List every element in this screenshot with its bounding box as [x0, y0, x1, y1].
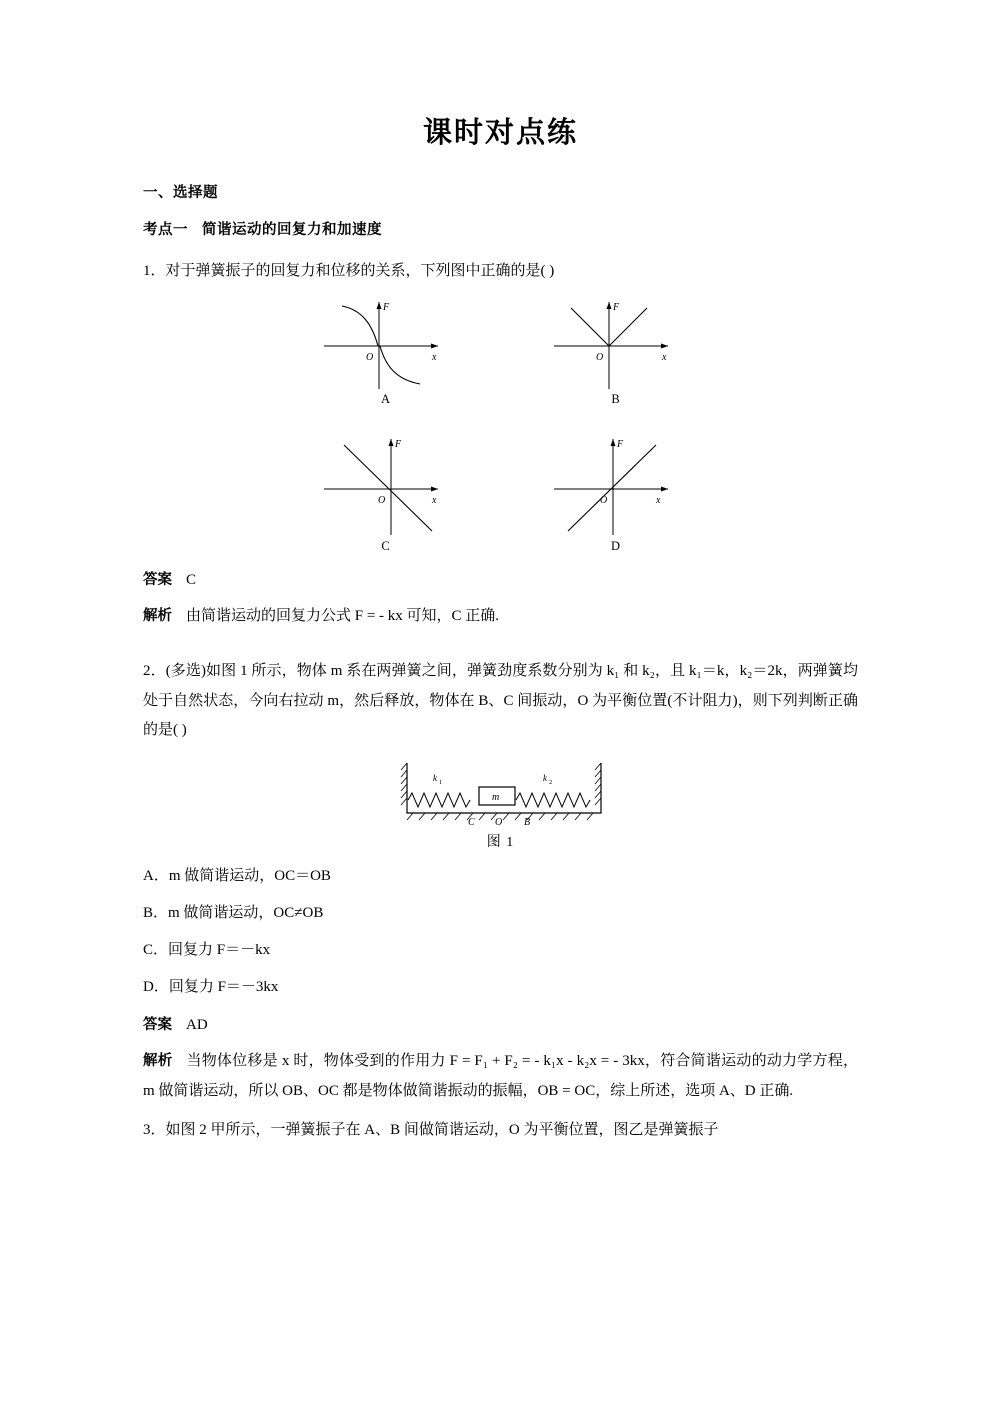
- explain-label-2: 解析: [143, 1053, 173, 1069]
- question-2-text: (多选)如图 1 所示，物体 m 系在两弹簧之间，弹簧劲度系数分别为 k₁ 和 k₂，且 k₁＝k，k₂＝2k，两弹簧均处于自然状态，今向右拉动 m，然后释放，物体在 B、C 间振动，O 为平衡位置(不计阻力)，则下列判断正确的是( ): [143, 663, 858, 738]
- graph-C-svg: [286, 431, 486, 541]
- svg-text:x: x: [431, 495, 436, 507]
- graph-B-caption: B: [611, 392, 620, 407]
- kaodian-heading: [143, 218, 858, 239]
- graph-D: [516, 431, 716, 554]
- svg-text:x: x: [661, 352, 666, 364]
- svg-text:O: O: [599, 495, 607, 507]
- question-1-answer: [143, 568, 858, 589]
- graph-A-caption: A: [380, 392, 391, 407]
- question-1-graphs: [286, 294, 716, 554]
- graph-D-caption: D: [610, 539, 621, 554]
- svg-text:B: B: [523, 817, 530, 827]
- svg-text:m: m: [491, 792, 499, 803]
- svg-text:O: O: [377, 495, 385, 507]
- question-2-stem: [143, 657, 858, 745]
- question-1-text: 对于弹簧振子的回复力和位移的关系，下列图中正确的是( ): [165, 263, 555, 279]
- graph-B-svg: [516, 294, 716, 394]
- section-heading: 一、选择题: [143, 185, 218, 201]
- svg-text:k: k: [432, 773, 437, 783]
- spring-block-diagram: [371, 755, 631, 827]
- question-2-option-d: D．回复力 F＝－3kx: [143, 979, 279, 995]
- graph-C: [286, 431, 486, 554]
- question-1-explanation: [143, 601, 858, 631]
- question-2-explanation: [143, 1046, 858, 1106]
- question-1-explanation-text: 由简谐运动的回复力公式 F = - kx 可知，C 正确.: [186, 608, 500, 625]
- explain-label: 解析: [143, 608, 172, 625]
- graph-A-svg: [286, 294, 486, 394]
- graph-D-svg: [516, 431, 716, 541]
- document-content: [143, 110, 858, 1151]
- graph-B: [516, 294, 716, 407]
- page-title: 课时对点练: [422, 115, 578, 149]
- svg-text:O: O: [365, 352, 373, 364]
- question-2-option-b: B．m 做简谐运动，OC≠OB: [143, 905, 324, 921]
- question-1-number: 1．: [143, 263, 166, 279]
- svg-text:C: C: [467, 817, 475, 827]
- question-3-text: 如图 2 甲所示，一弹簧振子在 A、B 间做简谐运动，O 为平衡位置，图乙是弹簧振子: [165, 1122, 719, 1138]
- answer-label-2: 答案: [143, 1017, 172, 1033]
- graph-C-caption: C: [381, 539, 390, 554]
- svg-text:O: O: [494, 817, 502, 827]
- question-1-answer-value: C: [186, 572, 197, 589]
- svg-text:F: F: [612, 302, 619, 314]
- question-2-answer-value: AD: [186, 1017, 208, 1033]
- question-1-stem: [143, 257, 858, 286]
- question-2-option-a: A．m 做简谐运动，OC＝OB: [143, 868, 331, 884]
- svg-text:2: 2: [548, 779, 552, 786]
- svg-text:F: F: [382, 302, 389, 314]
- question-3-stem: [143, 1116, 858, 1145]
- svg-text:F: F: [394, 439, 401, 451]
- question-2-figure: [143, 755, 858, 851]
- svg-text:x: x: [655, 495, 660, 507]
- graph-A: [286, 294, 486, 407]
- answer-label: 答案: [143, 572, 172, 589]
- question-3-number: 3．: [143, 1122, 166, 1138]
- figure-1-caption: 图 1: [486, 835, 515, 850]
- svg-text:1: 1: [438, 779, 442, 786]
- question-2-answer: [143, 1013, 858, 1034]
- svg-text:O: O: [595, 352, 603, 364]
- svg-text:k: k: [542, 773, 547, 783]
- kaodian-label: 考点一: [143, 222, 188, 238]
- question-2-option-c: C．回复力 F＝－kx: [143, 942, 271, 958]
- svg-text:x: x: [431, 352, 436, 364]
- question-2-number: 2．: [143, 663, 166, 680]
- kaodian-text: 简谐运动的回复力和加速度: [202, 222, 382, 238]
- svg-text:F: F: [616, 439, 623, 451]
- question-2-explanation-text: 当物体位移是 x 时，物体受到的作用力 F = F₁ + F₂ = - k₁x - k₂x = - 3kx，符合简谐运动的动力学方程，m 做简谐运动，所以 OB、OC 都是物体做简谐振动的振幅，OB = OC，综上所述，选项 A、D 正确.: [143, 1053, 858, 1099]
